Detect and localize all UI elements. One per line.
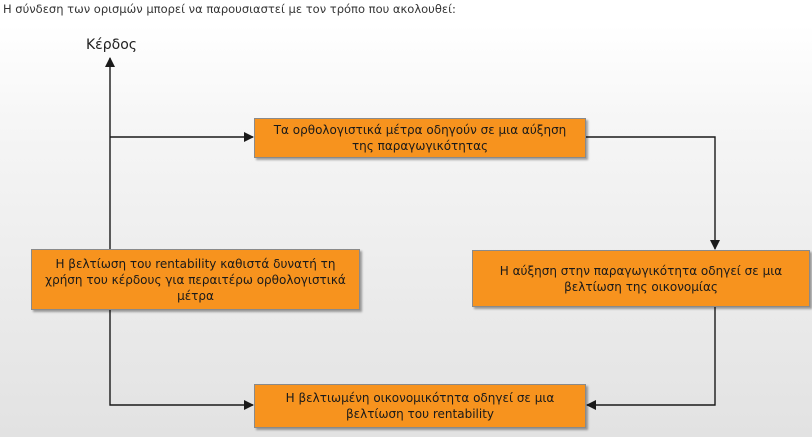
box-rentability-improvement: [31, 249, 360, 310]
box-left-text: Η βελτίωση του rentability καθιστά δυνατή τη χρήση του κέρδους για περαιτέρω ορθολογιστικά μέτρα: [45, 256, 346, 303]
box-top-text: Τα ορθολογιστικά μέτρα οδηγούν σε μια αύξηση της παραγωγικότητας: [273, 123, 567, 153]
profit-label: Κέρδος: [86, 37, 137, 53]
box-bottom-text: Η βελτιωμένη οικονομικότητα οδηγεί σε μια βελτίωση του rentability: [285, 391, 555, 421]
box-right-text: Η αύξηση στην παραγωγικότητα οδηγεί σε μια βελτίωση της οικονομίας: [499, 263, 783, 294]
intro-text: Η σύνδεση των ορισμών μπορεί να παρουσιαστεί με τον τρόπο που ακολουθεί:: [3, 2, 456, 16]
arrow-left-to-bottom: [110, 310, 253, 405]
box-rationalization-measures: [254, 118, 586, 158]
arrow-top-to-right: [586, 137, 715, 249]
box-productivity-increase: [472, 250, 810, 307]
box-improved-economy: [254, 384, 586, 428]
arrow-right-to-bottom: [587, 307, 715, 405]
